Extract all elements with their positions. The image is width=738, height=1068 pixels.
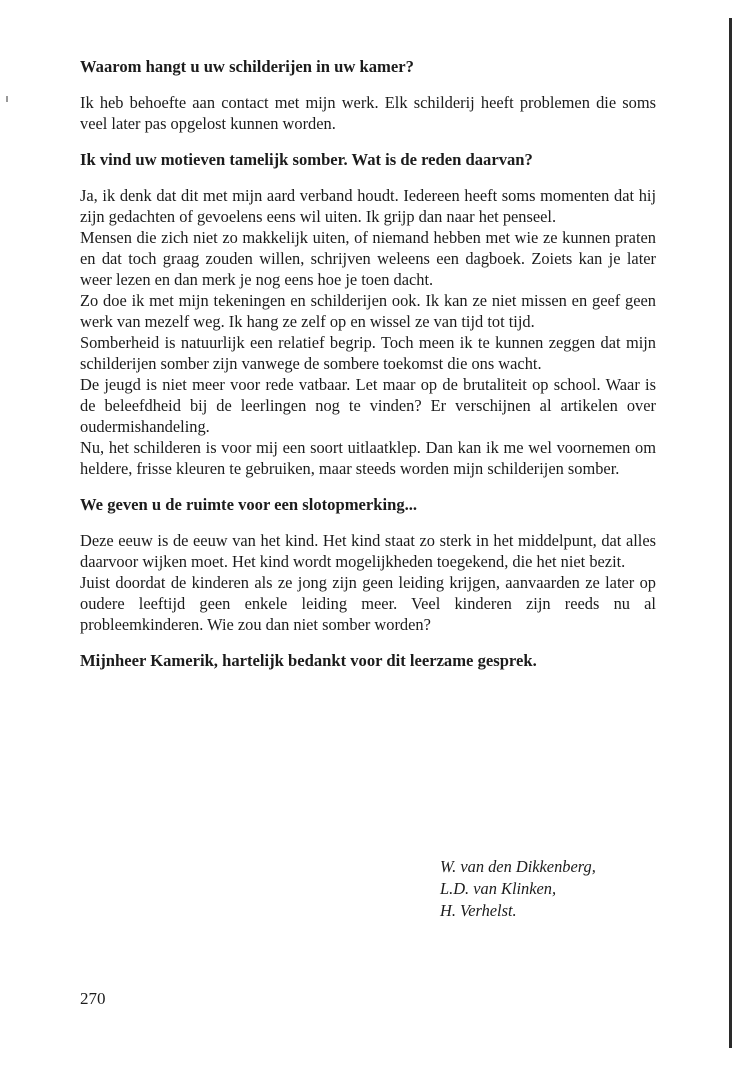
author-2: L.D. van Klinken, <box>440 879 557 898</box>
question-2: Ik vind uw motieven tamelijk somber. Wat is de reden daarvan? <box>80 150 533 169</box>
answer-2-paragraph-6: Nu, het schilderen is voor mij een soort uitlaatklep. Dan kan ik me wel voornemen om heldere, frisse kleuren te gebruiken, maar steeds worden mijn schilderijen somber. <box>80 438 656 478</box>
answer-3-paragraph-1: Deze eeuw is de eeuw van het kind. Het kind staat zo sterk in het middelpunt, dat alles daarvoor wijken moet. Het kind wordt mogelijkheden toegekend, die het niet bezit. <box>80 531 656 571</box>
answer-1 <box>80 92 656 134</box>
closing-line: Mijnheer Kamerik, hartelijk bedankt voor dit leerzame gesprek. <box>80 651 537 670</box>
answer-2-paragraph-3: Zo doe ik met mijn tekeningen en schilderijen ook. Ik kan ze niet missen en geef geen werk van mezelf weg. Ik hang ze zelf op en wissel ze van tijd tot tijd. <box>80 291 656 331</box>
answer-2-paragraph-1: Ja, ik denk dat dit met mijn aard verband houdt. Iedereen heeft soms momenten dat hij zijn gedachten of gevoelens eens wil uiten. Ik grijp dan naar het penseel. <box>80 186 656 226</box>
answer-2 <box>80 185 656 479</box>
question-3: We geven u de ruimte voor een slotopmerking... <box>80 495 418 514</box>
answer-3 <box>80 530 656 635</box>
interview-body <box>80 56 656 686</box>
page-number: 270 <box>80 989 106 1008</box>
scan-speck <box>6 96 8 102</box>
author-signature <box>440 856 596 922</box>
page-edge-line <box>729 18 732 1048</box>
author-3: H. Verhelst. <box>440 901 517 920</box>
question-1: Waarom hangt u uw schilderijen in uw kamer? <box>80 57 414 76</box>
answer-3-paragraph-2: Juist doordat de kinderen als ze jong zijn geen leiding krijgen, aanvaarden ze later op oudere leeftijd geen enkele leiding meer. Veel kinderen zijn reeds nu al probleemkinderen. Wie zou dan niet somber worden? <box>80 573 656 634</box>
answer-2-paragraph-2: Mensen die zich niet zo makkelijk uiten, of niemand hebben met wie ze kunnen praten en dat toch graag zouden willen, schrijven weleens een dagboek. Zoiets kan je later weer lezen en dan merk je nog eens hoe je toen dacht. <box>80 228 656 289</box>
answer-2-paragraph-4: Somberheid is natuurlijk een relatief begrip. Toch meen ik te kunnen zeggen dat mijn schilderijen somber zijn vanwege de sombere toekomst die ons wacht. <box>80 333 656 373</box>
author-1: W. van den Dikkenberg, <box>440 857 596 876</box>
answer-2-paragraph-5: De jeugd is niet meer voor rede vatbaar. Let maar op de brutaliteit op school. Waar is de beleefdheid bij de leerlingen nog te vinden? Er verschijnen al artikelen over oudermishandeling. <box>80 375 656 436</box>
answer-1-paragraph-1: Ik heb behoefte aan contact met mijn werk. Elk schilderij heeft problemen die soms veel later pas opgelost kunnen worden. <box>80 93 656 133</box>
